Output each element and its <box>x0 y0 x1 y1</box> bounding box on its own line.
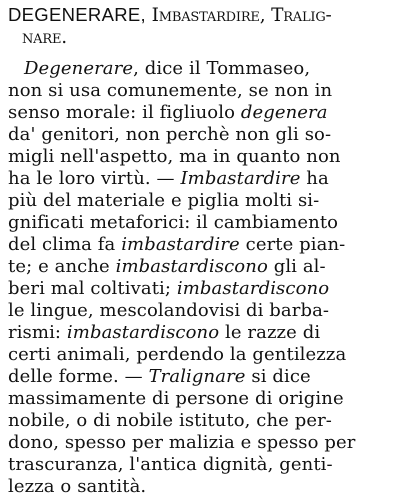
text-run: da' genitori, non perchè non gli so- <box>8 124 332 145</box>
text-line <box>8 454 396 476</box>
entry-body <box>8 58 396 498</box>
entry-heading <box>8 4 396 49</box>
text-run: le lingue, mescolandovisi di barba- <box>8 300 330 321</box>
italic-term: imbastardiscono <box>66 322 220 343</box>
text-run: del clima fa <box>8 234 122 255</box>
headword: DEGENERARE, <box>8 4 146 25</box>
text-run: più del materiale e piglia molti si- <box>8 190 320 211</box>
text-line <box>8 410 396 432</box>
italic-term: Tralignare <box>148 366 246 387</box>
italic-term: imbastardire <box>121 234 240 255</box>
text-run: ha <box>300 168 329 189</box>
text-line <box>8 146 396 168</box>
text-run: gnificati metaforici: il cambiamento <box>8 212 339 233</box>
synonym-imbastardire: Imbastardire, <box>151 5 266 26</box>
text-run: , dice il Tommaseo, <box>133 58 311 79</box>
synonym-tralignare-part2: nare. <box>22 27 67 48</box>
text-run: ha le loro virtù. — <box>8 168 181 189</box>
text-run: si dice <box>245 366 311 387</box>
text-run: gli al- <box>267 256 326 277</box>
text-line <box>8 190 396 212</box>
text-line <box>8 476 396 498</box>
text-line <box>8 300 396 322</box>
italic-term: degenera <box>240 102 328 123</box>
text-run: senso morale: il figliuolo <box>8 102 241 123</box>
synonym-tralignare-part1: Tralig- <box>271 5 332 26</box>
text-run: trascuranza, l'antica dignità, genti- <box>8 454 333 475</box>
text-run: lezza o santità. <box>8 476 147 497</box>
text-line <box>8 58 396 80</box>
text-line <box>8 212 396 234</box>
text-run: dono, spesso per malizia e spesso per <box>8 432 356 453</box>
text-run: certe pian- <box>239 234 346 255</box>
text-line <box>8 388 396 410</box>
text-run: certi animali, perdendo la gentilezza <box>8 344 347 365</box>
italic-term: imbastardiscono <box>115 256 268 277</box>
text-line <box>8 344 396 366</box>
text-line <box>8 256 396 278</box>
text-line <box>8 322 396 344</box>
text-run: nobile, o di nobile istituto, che per- <box>8 410 332 431</box>
text-run: migli nell'aspetto, ma in quanto non <box>8 146 341 167</box>
text-run: rismi: <box>8 322 67 343</box>
text-line <box>8 278 396 300</box>
text-line <box>8 124 396 146</box>
text-run: non si usa comunemente, se non in <box>8 80 333 101</box>
text-line <box>8 366 396 388</box>
text-line <box>8 80 396 102</box>
italic-term: Imbastardire <box>180 168 301 189</box>
text-line <box>8 168 396 190</box>
text-line <box>8 234 396 256</box>
text-run: massimamente di persone di origine <box>8 388 344 409</box>
text-line <box>8 102 396 124</box>
italic-term: imbastardiscono <box>176 278 330 299</box>
dictionary-entry <box>8 4 396 498</box>
text-run: te; e anche <box>8 256 116 277</box>
italic-term: Degenerare <box>24 58 134 79</box>
text-line <box>8 432 396 454</box>
text-run: beri mal coltivati; <box>8 278 177 299</box>
text-run: le razze di <box>219 322 321 343</box>
text-run: delle forme. — <box>8 366 149 387</box>
